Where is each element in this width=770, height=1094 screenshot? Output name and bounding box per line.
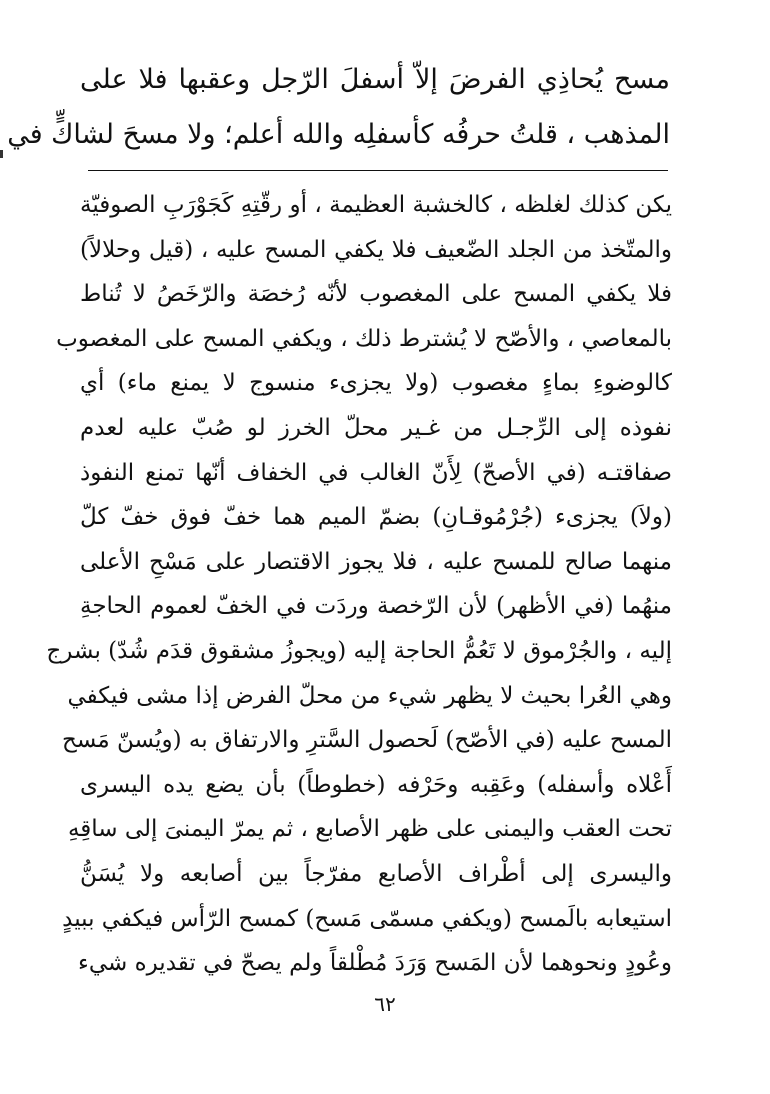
text-line: يكن كذلك لغلظه ، كالخشبة العظيمة ، أو رقّتِهِ كَجَوْرَبِ الصوفيّة [80, 192, 672, 218]
text-line: منهما صالح للمسح عليه ، فلا يجوز الاقتصار على مَسْحِ الأعلى [80, 548, 672, 575]
text-line: والمتّخذ من الجلد الضّعيف فلا يكفي المسح عليه ، (قيل وحلالاً) [80, 236, 672, 263]
text-line: وعُودٍ ونحوهما لأن المَسح وَرَدَ مُطْلقاً ولم يصحّ في تقديره شيء [78, 950, 672, 977]
text-line: صفاقتـه (في الأصحّ) لِأَنّ الغالب في الخفاف أنّها تمنع النفوذ [80, 459, 672, 486]
scan-edge-mark [0, 150, 3, 158]
text-line: فلا يكفي المسح على المغصوب لأنّه رُخصَة والرّخَصُ لا تُناط [80, 281, 672, 308]
text-line: المسح عليه (في الأصّح) لَحصول السَّترِ والارتفاق به (ويُسنّ مَسح [62, 727, 672, 754]
text-line: (ولاَ) يجزىء (جُرْمُوقـانِ) بضمّ الميم هما خفّ فوق خفّ كلّ [80, 504, 672, 531]
section-divider [88, 170, 668, 171]
text-line: وهي العُرا بحيث لا يظهر شيء من محلّ الفرض إذا مشى فيكفي [67, 682, 672, 709]
commentary-line: المذهب ، قلتُ حرفُه كأسفلِه والله أعلم؛ ولا مسحَ لشاكٍّ في [7, 119, 670, 150]
text-line: بالمعاصي ، والأصّح لا يُشترط ذلك ، ويكفي المسح على المغصوب [56, 325, 672, 352]
text-line: تحت العقب واليمنى على ظهر الأصابع ، ثم يمرّ اليمنىَ إلى ساقِهِ [67, 816, 672, 843]
commentary-block [7, 52, 670, 162]
commentary-line: مسح يُحاذِي الفرضَ إلاّ أسفلَ الرّجل وعقبها فلا على [80, 64, 670, 95]
text-line: استيعابه بالَمسح (ويكفي مسمّى مَسح) كمسح الرّأس فيكفي ببيدٍ [62, 905, 672, 932]
text-line: إليه ، والجُرْموق لا تَعُمُّ الحاجة إليه (ويجوزُ مشقوق قدَم شُدّ) بشرج [46, 637, 672, 664]
text-line: نفوذه إلى الرِّجـل من غـير محلّ الخرز لو صُبّ عليه لعدم [80, 414, 672, 441]
text-line: كالوضوءِ بماءٍ مغصوب (ولا يجزىء منسوج لا يمنع ماء) أي [80, 370, 672, 397]
text-line: أَعْلاه وأسفله) وعَقِبه وحَرْفه (خطوطاً) بأن يضع يده اليسرى [80, 771, 672, 798]
main-text-block [46, 183, 672, 986]
text-line: واليسرى إلى أطْراف الأصابع مفرّجاً بين أصابعه ولا يُسَنُّ [80, 860, 672, 887]
text-line: منهُما (في الأظهر) لأن الرّخصة وردَت في الخفّ لعموم الحاجةِ [80, 593, 672, 620]
page-number: ٦٢ [374, 992, 396, 1016]
